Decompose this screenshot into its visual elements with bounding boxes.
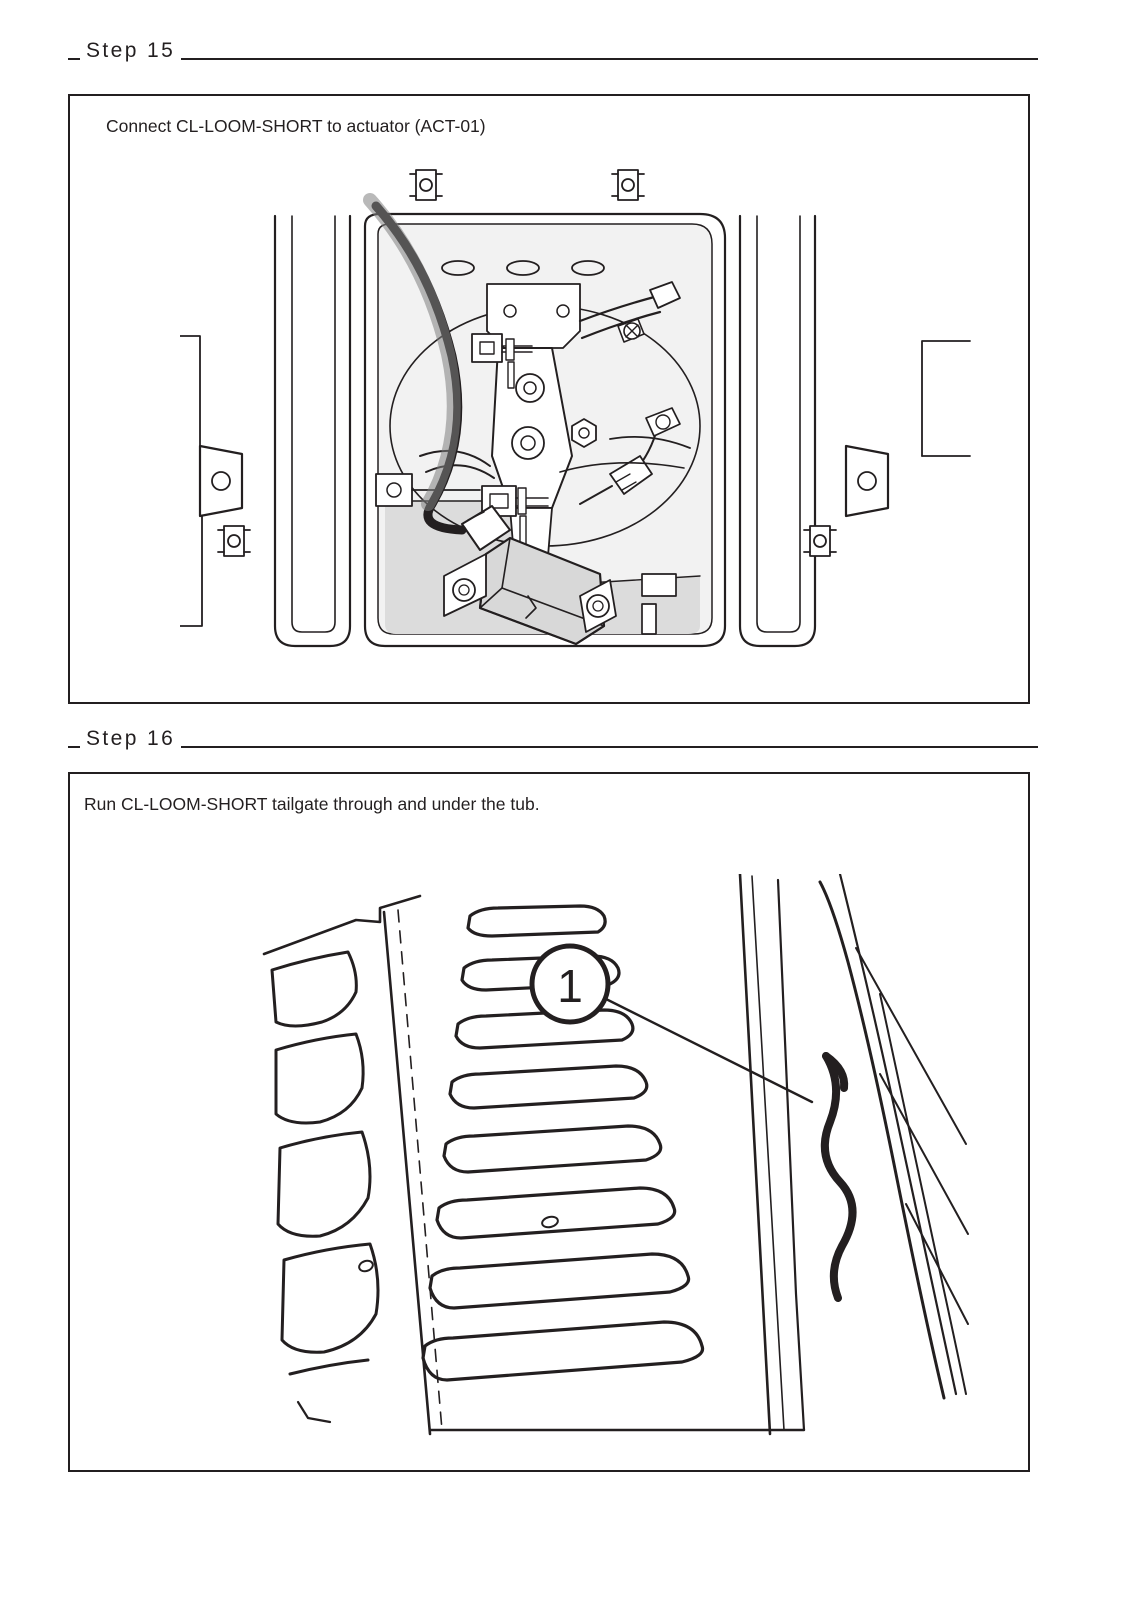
callout-1-group	[532, 946, 608, 1022]
step-rule-left	[68, 746, 80, 748]
step-header-16	[68, 726, 1038, 752]
step-15-caption: Connect CL-LOOM-SHORT to actuator (ACT-01)	[106, 116, 486, 136]
step-15-panel	[68, 94, 1030, 704]
tailgate-actuator-figure	[180, 156, 1000, 686]
step-rule-right	[181, 58, 1038, 60]
step-15-label: Step 15	[86, 39, 176, 62]
step-rule-left	[68, 58, 80, 60]
step-16-caption: Run CL-LOOM-SHORT tailgate through and under the tub.	[84, 794, 540, 814]
truck-bed-loom-routing-figure	[180, 874, 970, 1454]
step-16-label: Step 16	[86, 727, 176, 750]
step-header-15	[68, 38, 1038, 64]
step-rule-right	[181, 746, 1038, 748]
step-16-panel	[68, 772, 1030, 1472]
callout-1-number: 1	[557, 960, 583, 1012]
